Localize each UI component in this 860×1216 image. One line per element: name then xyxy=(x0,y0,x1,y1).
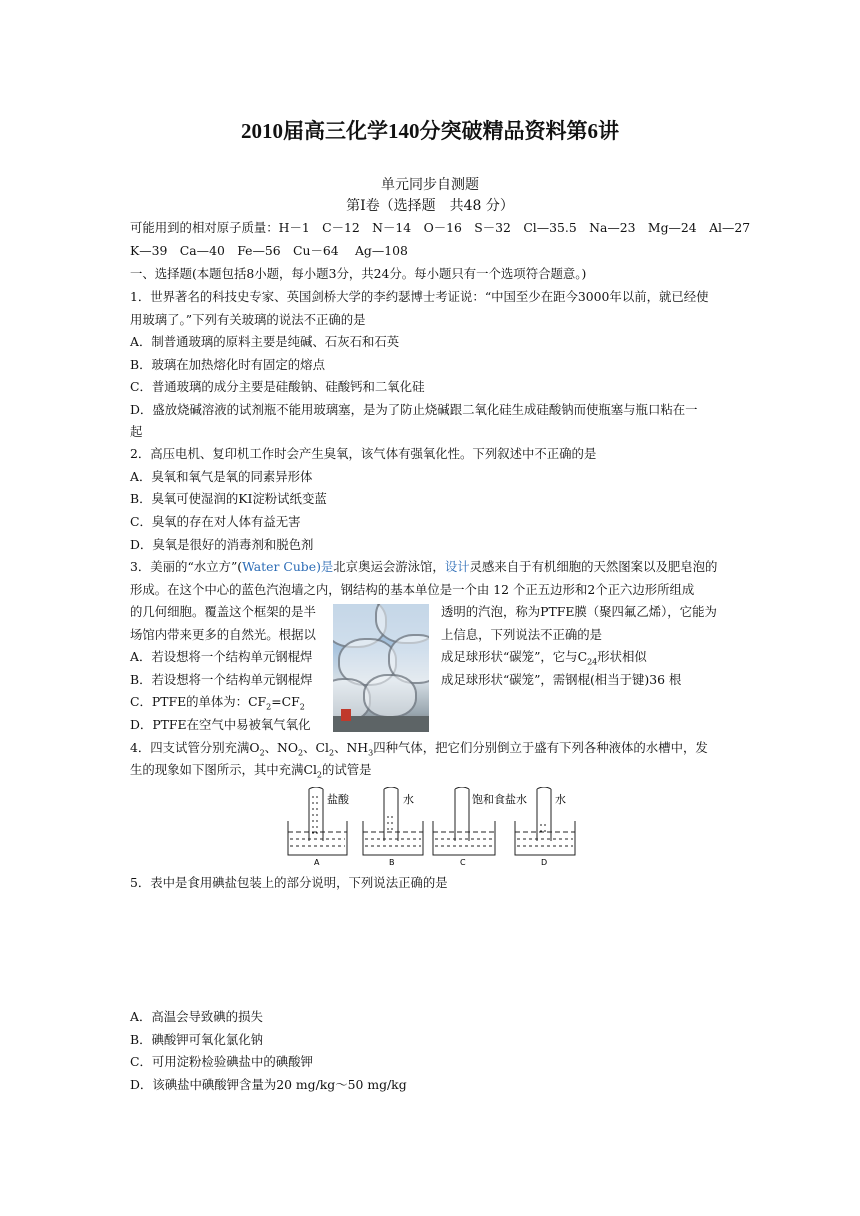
label-d: 水 xyxy=(555,793,566,806)
label-c: 饱和食盐水 xyxy=(472,793,527,806)
q1-option-c: C．普通玻璃的成分主要是硅酸钠、硅酸钙和二氧化硅 xyxy=(130,379,425,394)
q4-stem-1: 4．四支试管分别充满$O_2$、$NO_2$、$Cl_2$、$NH_3$四种气体，把它们分别倒立于盛有下列各种液体的水槽中，发 xyxy=(130,740,708,758)
document-title: 2010届高三化学140分突破精品资料第6讲 xyxy=(241,119,619,143)
q1-option-d-cont: 起 xyxy=(130,424,143,439)
q3-stem-3-right: 透明的汽泡，称为PTFE膜（聚四氟乙烯），它能为 xyxy=(441,604,717,619)
section-heading: 一、选择题(本题包括8小题，每小题3分，共24分。每小题只有一个选项符合题意。) xyxy=(130,266,587,281)
design-link[interactable]: 设计 xyxy=(444,559,470,574)
q2-option-b: B．臭氧可使湿润的KI淀粉试纸变蓝 xyxy=(130,491,327,506)
atomic-masses-line-2: K—39 Ca—40 Fe—56 Cu－64 Ag—108 xyxy=(130,243,408,258)
q1-option-a: A．制普通玻璃的原料主要是纯碱、石灰石和石英 xyxy=(130,334,400,349)
q3-option-b-right: 成足球形状“碳笼”，需钢棍(相当于键)36 根 xyxy=(441,672,682,687)
volume-heading: 第Ⅰ卷（选择题 共48 分） xyxy=(346,198,514,214)
q1-option-d: D．盛放烧碱溶液的试剂瓶不能用玻璃塞，是为了防止烧碱跟二氧化硅生成硅酸钠而使瓶塞与瓶口粘在一 xyxy=(130,402,698,417)
q5-option-a: A．高温会导致碘的损失 xyxy=(130,1009,263,1024)
q3-stem-3-left: 的几何细胞。覆盖这个框架的是半 xyxy=(130,604,316,619)
letter-c: C xyxy=(460,858,466,867)
q3-stem-2: 形成。在这个中心的蓝色汽泡墙之内，钢结构的基本单位是一个由 12 个正五边形和2个正六边形所组成 xyxy=(130,582,695,597)
unit-subtitle: 单元同步自测题 xyxy=(381,177,479,193)
trough-b xyxy=(363,787,423,855)
q3-stem-1: 3．美丽的“水立方”(Water Cube)是北京奥运会游泳馆，设计灵感来自于有机细胞的天然图案以及肥皂泡的 xyxy=(130,559,718,574)
letter-d: D xyxy=(541,858,548,867)
label-a: 盐酸 xyxy=(327,793,349,806)
q2-stem: 2．高压电机、复印机工作时会产生臭氧，该气体有强氧化性。下列叙述中不正确的是 xyxy=(130,446,597,461)
q1-stem-1: 1．世界著名的科技史专家、英国剑桥大学的李约瑟博士考证说：“中国至少在距今3000年以前，就已经使 xyxy=(130,289,709,304)
test-tube-diagram xyxy=(285,787,580,867)
q4-stem-2: 生的现象如下图所示，其中充满$Cl_2$的试管是 xyxy=(130,762,372,780)
q3-stem-4-right: 上信息，下列说法不正确的是 xyxy=(441,627,603,642)
q2-option-d: D．臭氧是很好的消毒剂和脱色剂 xyxy=(130,537,314,552)
letter-a: A xyxy=(314,858,320,867)
q5-stem: 5．表中是食用碘盐包装上的部分说明，下列说法正确的是 xyxy=(130,875,448,890)
atomic-masses-line-1: 可能用到的相对原子质量：H－1 C－12 N－14 O－16 S－32 Cl—35.5 Na—23 Mg—24 Al—27 xyxy=(130,220,751,235)
q3-option-d: D．PTFE在空气中易被氧气氧化 xyxy=(130,717,311,732)
q1-option-b: B．玻璃在加热熔化时有固定的熔点 xyxy=(130,357,325,372)
q3-option-a-left: A．若设想将一个结构单元钢棍焊 xyxy=(130,649,313,664)
q2-option-a: A．臭氧和氧气是氧的同素异形体 xyxy=(130,469,313,484)
water-cube-link[interactable]: Water Cube)是 xyxy=(242,559,334,574)
q3-stem-4-left: 场馆内带来更多的自然光。根据以 xyxy=(130,627,316,642)
q3-option-a-right: 成足球形状“碳笼”，它与$C_{24}$形状相似 xyxy=(441,649,647,667)
q1-stem-2: 用玻璃了。”下列有关玻璃的说法不正确的是 xyxy=(130,312,366,327)
water-cube-photo xyxy=(333,604,429,732)
label-b: 水 xyxy=(403,793,414,806)
q5-option-c: C．可用淀粉检验碘盐中的碘酸钾 xyxy=(130,1054,313,1069)
q3-option-c: C．PTFE的单体为：$CF_2=CF_2$ xyxy=(130,694,305,712)
q3-option-b-left: B．若设想将一个结构单元钢棍焊 xyxy=(130,672,313,687)
letter-b: B xyxy=(389,858,395,867)
q5-option-b: B．碘酸钾可氧化氯化钠 xyxy=(130,1032,264,1047)
q2-option-c: C．臭氧的存在对人体有益无害 xyxy=(130,514,301,529)
q5-option-d: D．该碘盐中碘酸钾含量为20 mg/kg～50 mg/kg xyxy=(130,1077,407,1092)
